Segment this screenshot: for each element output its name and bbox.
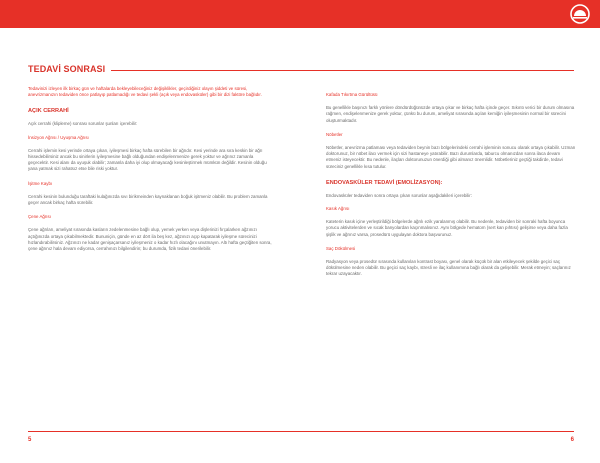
item-seizures — [326, 132, 576, 170]
intro-paragraph: Tedavinizi izleyen ilk birkaç gün ve haftalarda bekleyebileceğiniz değişiklikler, geçirdiğiniz olayın şiddeti ve süresi, anevrizmanızın tedaviden önce patlayıp patlamadığı ve tedavi şekli (açık veya endovasküler) gibi bir dizi faktöre bağlıdır. — [28, 86, 262, 98]
right-column — [326, 92, 576, 286]
item-text: Çene ağrıları, ameliyat sırasında kasların zedelenmesine bağlı olup, yemek yerken veya dişlerinizi fırçalarken ağzınızı açtığınızda ortaya çıkabilmektedir. Bununiçin, günde en az dört ila beş kez, ağzınızı açıp kapatarak iyileşme sürecinizi hızlandırabilirsiniz. Ağzınızı ne kadar genişaçarsanız iyileşmeniz o kadar hızlı olacağını unutmayın. Altı hafta geçtiğiten sonra, çene ağrınız hala devam ediyorsa, cerrahınızı bilgilendirin; bu durumda, fizik tedavi önerilebilir. — [28, 227, 272, 252]
item-title: Nöbetler — [326, 131, 343, 137]
item-title: İşitme Kaybı — [28, 180, 53, 186]
item-title: Kasık Ağrısı — [326, 206, 350, 212]
item-hair-loss — [326, 246, 576, 278]
item-groin-pain — [326, 206, 576, 238]
item-text: Bu genellikle başınızı farklı yönlere döndürdüğünüzde ortaya çıkar ve birkaç hafta içinde geçer. Sıkıntı verici bir durum olmasına rağmen, endişelenmenize gerek yoktur, çünkü bu durum, ameliyat sırasında açılan kemiğin iyileşmesinin normal bir sürecini oluşturmaktadır. — [326, 105, 575, 123]
item-title: Saç Dökülmesi — [326, 245, 356, 251]
red-arc-logo-icon — [570, 4, 590, 24]
page-number-left: 5 — [28, 437, 32, 443]
item-text: Cerrahi işlemin kesi yerinde ortaya çıkan, iyileşmesi birkaç hafta sürebilen bir ağrıdır. Kesi yerinde ara sıra keskin bir ağrı hissedebilirsiniz ancak bu sinirlerin iyileşmesine bağlı olduğundan endişelenmenize gerek yoktur ve ağrınız zamanla geçecektir. Kesi alanı da uyuşuk olabilir; zamanla daha iyi olup olmayacağı kesinleştirmek mümkün değildir. Kesinin olduğu yana yatmak sizi rahatsız etse bile riski yoktur. — [28, 147, 267, 172]
item-text: Kateterin kasık içine yerleştirildiği bölgelerde ağrılı ezik yaralanmış olabilir. Bu nedenle, tedaviden bir sonraki hafta boyunca yorucu aktivitelerden ve sıcak banyolardan kaçınmalısınız. Aynı bölgede hematom (sert kan pıhtısı) gelişirse veya daha fazla şişlik ve ağrınız varsa, prosedürü uygulayan doktora başvurunuz. — [326, 219, 568, 237]
item-title: Kafada Tıkırtma Gürültüsü — [326, 92, 378, 97]
item-clicking-noise — [326, 92, 576, 124]
item-text: Cerrahi kesinin bulunduğu taraftaki kulağınızda sıvı birikmeinden kaynaklanan boğuk işitmeniz olabilir. Bu problem zamanla geçer ancak birkaç hafta sürebilir. — [28, 193, 268, 206]
item-title: Çene Ağrısı — [28, 214, 51, 220]
section-intro: Endovasküler tedaviden sonra ortaya çıkan sorunlar aşağıdakileri içerebilir: — [326, 192, 472, 198]
page-number-right: 6 — [570, 437, 574, 443]
item-hearing-loss — [28, 181, 273, 207]
section-heading-open-surgery: AÇIK CERRAHİ — [28, 108, 69, 115]
item-text: Radyasyon veya prosedür sırasında kullanılan kontrast boyası, genel olarak küçük bir alan etkileyecek şekilde geçici saç dökülmesine neden olabilir. Bu geçici saç kaybı, stresli ve ilaç kullanımına bağlı olarak da gelişebilir. Merak etmeyin; saçlarınız tekrar uzayacaktır. — [326, 259, 571, 277]
header-bar — [0, 0, 600, 28]
item-jaw-pain — [28, 214, 273, 252]
page-title: TEDAVİ SONRASI — [28, 64, 111, 74]
item-title: İnsizyon Ağrısı / Uyuşma Ağrısı — [28, 134, 89, 140]
left-column — [28, 86, 273, 260]
section-intro: Açık cerrahi (klipleme) sonrası sorunlar şunları içerebilir: — [28, 121, 138, 127]
item-text: Nöbetler, anevrizma patlaması veya tedaviden beynin bazı bölgelerindeki cerrahi işleminin sonucu olarak ortaya çıkabilir. Uzman doktorunuz, bir nöbet ilacı vermek için sizi hastaneye yatırabilir. Bazı durumlarda, taburcu olmanızdan sonra ilaca devam etmeniz isteyecektir. Bu nedenle, ilaçları doktorunuzun önerdiği gibi almanız önemlidir. Nöbetleriniz geçtiği takdirde, tedavi süreciniz genellikle kısa tutulur. — [326, 145, 576, 169]
footer-rule — [28, 431, 574, 432]
section-heading-endovascular: ENDOVASKÜLER TEDAVİ (EMOLİZASYON): — [326, 179, 443, 186]
item-incision-pain — [28, 135, 273, 173]
